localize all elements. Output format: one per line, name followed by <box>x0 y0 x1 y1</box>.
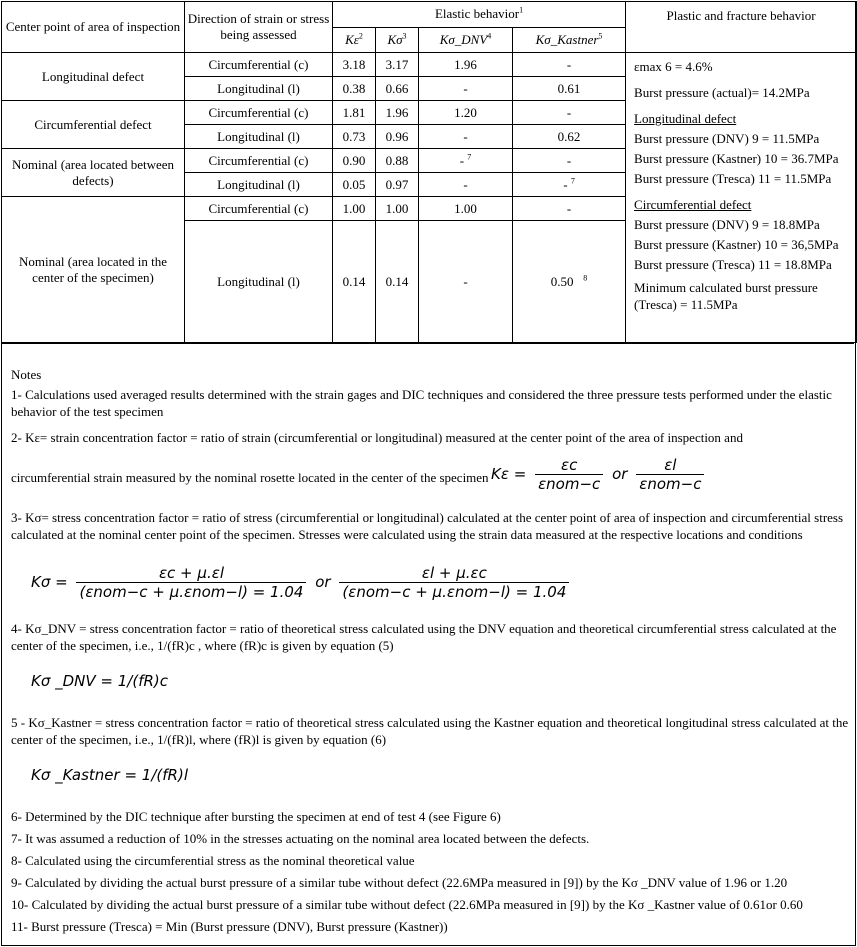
k-kastner-cell: 0.50 $^8$ <box>513 221 626 343</box>
header-direction: Direction of strain or stress being assessed <box>185 2 333 53</box>
k-dnv-cell: 1.96 <box>419 53 513 77</box>
note-1: 1- Calculations used averaged results determined with the strain gages and DIC techniques and considered the three pressure tests performed under the elastic behavior of the test specimen <box>11 387 832 419</box>
equation-kastner: Kσ _Kastner = 1/(fR)l <box>31 766 188 784</box>
direction-cell: Longitudinal (l) <box>185 77 333 101</box>
k-kastner-cell: - <box>513 149 626 173</box>
k-dnv-cell: - $^7$ <box>419 149 513 173</box>
note-9: 9- Calculated by dividing the actual burst pressure of a similar tube without defect (22.6MPa measured in [9]) by the Kσ _DNV value of 1.96 or 1.20 <box>11 875 788 890</box>
k-kastner-cell: 0.62 <box>513 125 626 149</box>
long-burst-tresca: Burst pressure (Tresca) 11 = 11.5MPa <box>634 171 832 186</box>
note-11: 11- Burst pressure (Tresca) = Min (Burst pressure (DNV), Burst pressure (Kastner)) <box>11 919 448 934</box>
area-cell: Nominal (area located between defects) <box>2 149 185 197</box>
equation-k-eps: Kε = $\frac{\varepsilon c}{\text{εnom−c}}$ or $\frac{\varepsilon l}{\text{εnom−c}}$ <box>491 456 708 493</box>
k-kastner-cell: - $^7$ <box>513 173 626 197</box>
burst-actual: Burst pressure (actual)= 14.2MPa <box>634 85 810 100</box>
area-cell: Nominal (area located in the center of the specimen) <box>2 197 185 343</box>
equation-dnv: Kσ _DNV = 1/(fR)c <box>31 672 168 690</box>
note-4: 4- Kσ_DNV = stress concentration factor = ratio of theoretical stress calculated using the DNV equation and theoretical circumferential stress calculated at the center of the specimen, i.e., 1/(fR)c , where (fR)c is given by equation (5) <box>11 621 837 653</box>
long-burst-kastner: Burst pressure (Kastner) 10 = 36.7MPa <box>634 151 839 166</box>
k-sig-cell: 0.97 <box>376 173 419 197</box>
direction-cell: Circumferential (c) <box>185 101 333 125</box>
circumferential-defect-title: Circumferential defect <box>634 197 752 212</box>
circ-burst-dnv: Burst pressure (DNV) 9 = 18.8MPa <box>634 217 820 232</box>
k-kastner-cell: 0.61 <box>513 77 626 101</box>
direction-cell: Longitudinal (l) <box>185 125 333 149</box>
notes-section <box>1 343 854 945</box>
k-dnv-cell: - <box>419 77 513 101</box>
direction-cell: Circumferential (c) <box>185 197 333 221</box>
notes-title: Notes <box>11 367 42 382</box>
direction-cell: Longitudinal (l) <box>185 173 333 197</box>
k-sig-cell: 0.96 <box>376 125 419 149</box>
note-6: 6- Determined by the DIC technique after bursting the specimen at end of test 4 (see Figure 6) <box>11 809 501 824</box>
header-plastic: Plastic and fracture behavior <box>626 2 857 53</box>
header-k-sig: $K\sigma^3$ <box>376 27 419 53</box>
k-eps-cell: 0.38 <box>333 77 376 101</box>
k-dnv-cell: - <box>419 125 513 149</box>
note-7: 7- It was assumed a reduction of 10% in the stresses actuating on the nominal area located between the defects. <box>11 831 590 846</box>
header-k-kastner: Kσ_Kastner$^5$ <box>513 27 626 53</box>
k-sig-cell: 0.14 <box>376 221 419 343</box>
direction-cell: Circumferential (c) <box>185 149 333 173</box>
k-eps-cell: 0.05 <box>333 173 376 197</box>
header-center-point: Center point of area of inspection <box>2 2 185 53</box>
k-kastner-cell: - <box>513 197 626 221</box>
header-k-eps: $K\varepsilon^2$ <box>333 27 376 53</box>
k-kastner-cell: - <box>513 53 626 77</box>
area-cell: Longitudinal defect <box>2 53 185 101</box>
note-8: 8- Calculated using the circumferential stress as the nominal theoretical value <box>11 853 415 868</box>
longitudinal-defect-title: Longitudinal defect <box>634 111 737 126</box>
note-3: 3- Kσ= stress concentration factor = ratio of stress (circumferential or longitudinal) calculated at the center point of area of inspection and circumferential stress calculated at the nominal center point of the specimen. Stresses were calculated using the strain data measured at the respective locations and conditions <box>11 510 844 542</box>
note-10: 10- Calculated by dividing the actual burst pressure of a similar tube without defect (22.6MPa measured in [9]) by the Kσ _Kastner value of 0.61or 0.60 <box>11 897 803 912</box>
k-sig-cell: 1.00 <box>376 197 419 221</box>
k-sig-cell: 3.17 <box>376 53 419 77</box>
direction-cell: Circumferential (c) <box>185 53 333 77</box>
equation-k-sig: Kσ = $\frac{\varepsilon c + \mu.\varepsilon l}{\text{(εnom−c + μ.εnom−l) = 1.04}}$ or $\frac{\varepsilon l + \mu.\varepsilon c}{\text{(εnom−c + μ.εnom−l) = 1.04}}$ <box>31 564 573 601</box>
note-2: 2- Kε= strain concentration factor = ratio of strain (circumferential or longitudinal) measured at the center point of the area of inspection and <box>11 430 743 445</box>
direction-cell: Longitudinal (l) <box>185 221 333 343</box>
long-burst-dnv: Burst pressure (DNV) 9 = 11.5MPa <box>634 131 820 146</box>
circ-burst-tresca: Burst pressure (Tresca) 11 = 18.8MPa <box>634 257 832 272</box>
area-cell: Circumferential defect <box>2 101 185 149</box>
results-table <box>1 1 857 343</box>
k-sig-cell: 1.96 <box>376 101 419 125</box>
min-burst: Minimum calculated burst pressure (Tresca) = 11.5MPa <box>634 280 818 312</box>
k-eps-cell: 0.73 <box>333 125 376 149</box>
note-5: 5 - Kσ_Kastner = stress concentration factor = ratio of theoretical stress calculated using the Kastner equation and theoretical longitudinal stress calculated at the center of the specimen, i.e., 1/(fR)l, where (fR)l is given by equation (6) <box>11 715 849 747</box>
k-sig-cell: 0.88 <box>376 149 419 173</box>
plastic-behavior-cell <box>626 53 857 343</box>
k-eps-cell: 1.81 <box>333 101 376 125</box>
k-eps-cell: 0.14 <box>333 221 376 343</box>
k-dnv-cell: 1.20 <box>419 101 513 125</box>
k-dnv-cell: - <box>419 221 513 343</box>
k-eps-cell: 0.90 <box>333 149 376 173</box>
k-eps-cell: 3.18 <box>333 53 376 77</box>
k-dnv-cell: 1.00 <box>419 197 513 221</box>
circ-burst-kastner: Burst pressure (Kastner) 10 = 36,5MPa <box>634 237 839 252</box>
header-elastic: Elastic behavior$^1$ <box>333 2 626 28</box>
k-dnv-cell: - <box>419 173 513 197</box>
header-k-dnv: Kσ_DNV$^4$ <box>419 27 513 53</box>
emax-value: εmax 6 = 4.6% <box>634 59 713 74</box>
k-sig-cell: 0.66 <box>376 77 419 101</box>
k-kastner-cell: - <box>513 101 626 125</box>
k-eps-cell: 1.00 <box>333 197 376 221</box>
note-2-cont: circumferential strain measured by the nominal rosette located in the center of the specimen <box>11 470 489 485</box>
